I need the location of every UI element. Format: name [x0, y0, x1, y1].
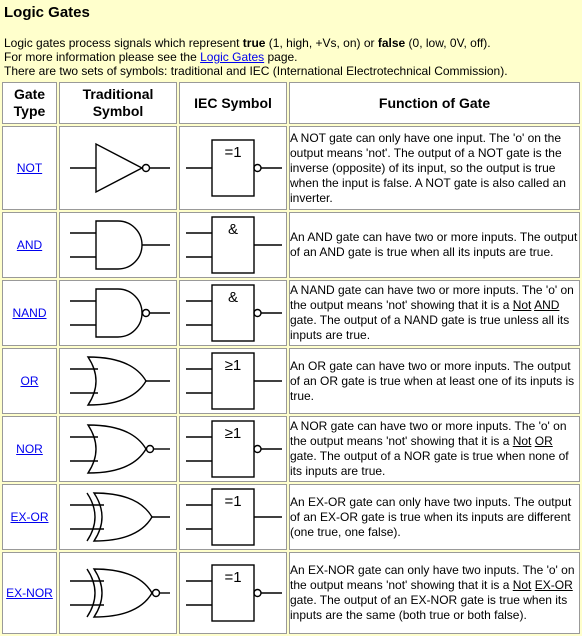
function-text: A NOR gate can have two or more inputs. The 'o' on the output means 'not' showing that it is a	[290, 419, 567, 448]
gate-function-cell	[289, 484, 580, 550]
gate-type-cell	[2, 552, 57, 634]
header-text: Type	[13, 103, 46, 119]
ex-nor-iec-symbol-icon	[180, 553, 286, 633]
function-text: OR	[534, 434, 553, 448]
table-row	[2, 416, 580, 482]
iec-label: &	[227, 289, 239, 306]
intro	[4, 36, 578, 78]
table-row	[2, 126, 580, 210]
iec-symbol-cell	[179, 348, 287, 414]
traditional-symbol-cell	[59, 552, 177, 634]
gate-type-cell	[2, 416, 57, 482]
iec-label: =1	[224, 569, 242, 586]
header-text: Gate	[13, 86, 46, 102]
iec-label: =1	[224, 144, 242, 161]
false-word: false	[377, 36, 406, 50]
gate-function-cell	[289, 416, 580, 482]
table-row	[2, 552, 580, 634]
nand-traditional-symbol-icon	[62, 281, 174, 345]
gate-type-cell	[2, 348, 57, 414]
page-title: Logic Gates	[4, 4, 90, 21]
iec-symbol-cell	[179, 280, 287, 346]
gate-type-cell	[2, 484, 57, 550]
iec-label: ≥1	[224, 425, 242, 442]
or-traditional-symbol-icon	[62, 349, 174, 413]
not-iec-symbol-icon	[180, 127, 286, 209]
ex-or-traditional-symbol-icon	[62, 485, 174, 549]
gates-table	[0, 80, 582, 636]
gate-function-cell	[289, 280, 580, 346]
function-text: A NOT gate can only have one input. The 'o' on the output means 'not'. The output of a NOT gate is the inverse (opposite) of its input, so the output is true when the input is false. A NOT gate is also called an inverter.	[290, 130, 566, 205]
gate-type-link[interactable]: NOT	[16, 161, 43, 175]
function-text: Not	[512, 578, 532, 592]
table-row	[2, 484, 580, 550]
gate-type-link[interactable]: NOR	[16, 442, 43, 456]
gate-type-cell	[2, 280, 57, 346]
table-header-row	[2, 82, 580, 124]
intro-text: (0, low, 0V, off).	[405, 36, 491, 50]
function-text: gate. The output of a NOR gate is true when none of its inputs are true.	[290, 449, 569, 478]
function-text: EX-OR	[534, 578, 573, 592]
nor-traditional-symbol-icon	[62, 417, 174, 481]
ex-nor-traditional-symbol-icon	[62, 553, 174, 633]
not-traditional-symbol-icon	[62, 127, 174, 209]
header-text: Symbol	[92, 103, 144, 119]
gate-function-cell	[289, 552, 580, 634]
gate-type-link[interactable]: AND	[16, 238, 43, 252]
function-text: An EX-OR gate can only have two inputs. The output of an EX-OR gate is true when its inputs are different (one true, one false).	[290, 494, 572, 539]
traditional-symbol-cell	[59, 416, 177, 482]
gate-type-link[interactable]: EX-OR	[10, 510, 49, 524]
iec-label: =1	[224, 493, 242, 510]
iec-symbol-cell	[179, 484, 287, 550]
intro-line-2	[4, 50, 578, 64]
gate-function-cell	[289, 348, 580, 414]
iec-symbol-cell	[179, 212, 287, 278]
intro-text: (1, high, +Vs, on) or	[265, 36, 378, 50]
table-row	[2, 212, 580, 278]
function-text: An EX-NOR gate can only have two inputs. The 'o' on the output means 'not' showing that it is a	[290, 563, 575, 592]
logic-gates-link[interactable]: Logic Gates	[200, 50, 265, 64]
and-iec-symbol-icon	[180, 213, 286, 277]
header	[0, 0, 582, 80]
gate-type-link[interactable]: EX-NOR	[6, 586, 53, 600]
gate-rows	[2, 126, 580, 634]
table-row	[2, 348, 580, 414]
intro-text: For more information please see the	[4, 50, 201, 64]
gate-type-cell	[2, 126, 57, 210]
header-iec-symbol: IEC Symbol	[179, 82, 287, 124]
function-text: An AND gate can have two or more inputs. The output of an AND gate is true when all its inputs are true.	[290, 230, 578, 259]
gate-function-cell	[289, 126, 580, 210]
table-row	[2, 280, 580, 346]
function-text: AND	[534, 298, 560, 312]
intro-text: page.	[264, 50, 298, 64]
function-text: Not	[512, 434, 532, 448]
function-text: A NAND gate can have two or more inputs. The 'o' on the output means 'not' showing that it is a	[290, 283, 574, 312]
traditional-symbol-cell	[59, 212, 177, 278]
iec-symbol-cell	[179, 552, 287, 634]
header-text: Traditional	[82, 86, 154, 102]
iec-label: ≥1	[224, 357, 242, 374]
ex-or-iec-symbol-icon	[180, 485, 286, 549]
header-traditional-symbol	[59, 82, 177, 124]
traditional-symbol-cell	[59, 348, 177, 414]
function-text: gate. The output of a NAND gate is true unless all its inputs are true.	[290, 313, 570, 342]
function-text: Not	[512, 298, 532, 312]
traditional-symbol-cell	[59, 484, 177, 550]
traditional-symbol-cell	[59, 126, 177, 210]
intro-line-3: There are two sets of symbols: traditional and IEC (International Electrotechnical Commission).	[4, 64, 508, 78]
nor-iec-symbol-icon	[180, 417, 286, 481]
traditional-symbol-cell	[59, 280, 177, 346]
gate-type-link[interactable]: NAND	[12, 306, 47, 320]
header-function: Function of Gate	[289, 82, 580, 124]
iec-symbol-cell	[179, 416, 287, 482]
iec-label: &	[227, 221, 239, 238]
header-gate-type	[2, 82, 57, 124]
gate-type-cell	[2, 212, 57, 278]
or-iec-symbol-icon	[180, 349, 286, 413]
gate-function-cell	[289, 212, 580, 278]
iec-symbol-cell	[179, 126, 287, 210]
true-word: true	[242, 36, 266, 50]
and-traditional-symbol-icon	[62, 213, 174, 277]
gate-type-link[interactable]: OR	[20, 374, 39, 388]
nand-iec-symbol-icon	[180, 281, 286, 345]
intro-text: Logic gates process signals which represent	[4, 36, 243, 50]
function-text: An OR gate can have two or more inputs. The output of an OR gate is true when at least one of its inputs is true.	[290, 358, 575, 403]
intro-line-1	[4, 36, 578, 50]
function-text: gate. The output of an EX-NOR gate is true when its inputs are the same (both true or both false).	[290, 593, 568, 622]
